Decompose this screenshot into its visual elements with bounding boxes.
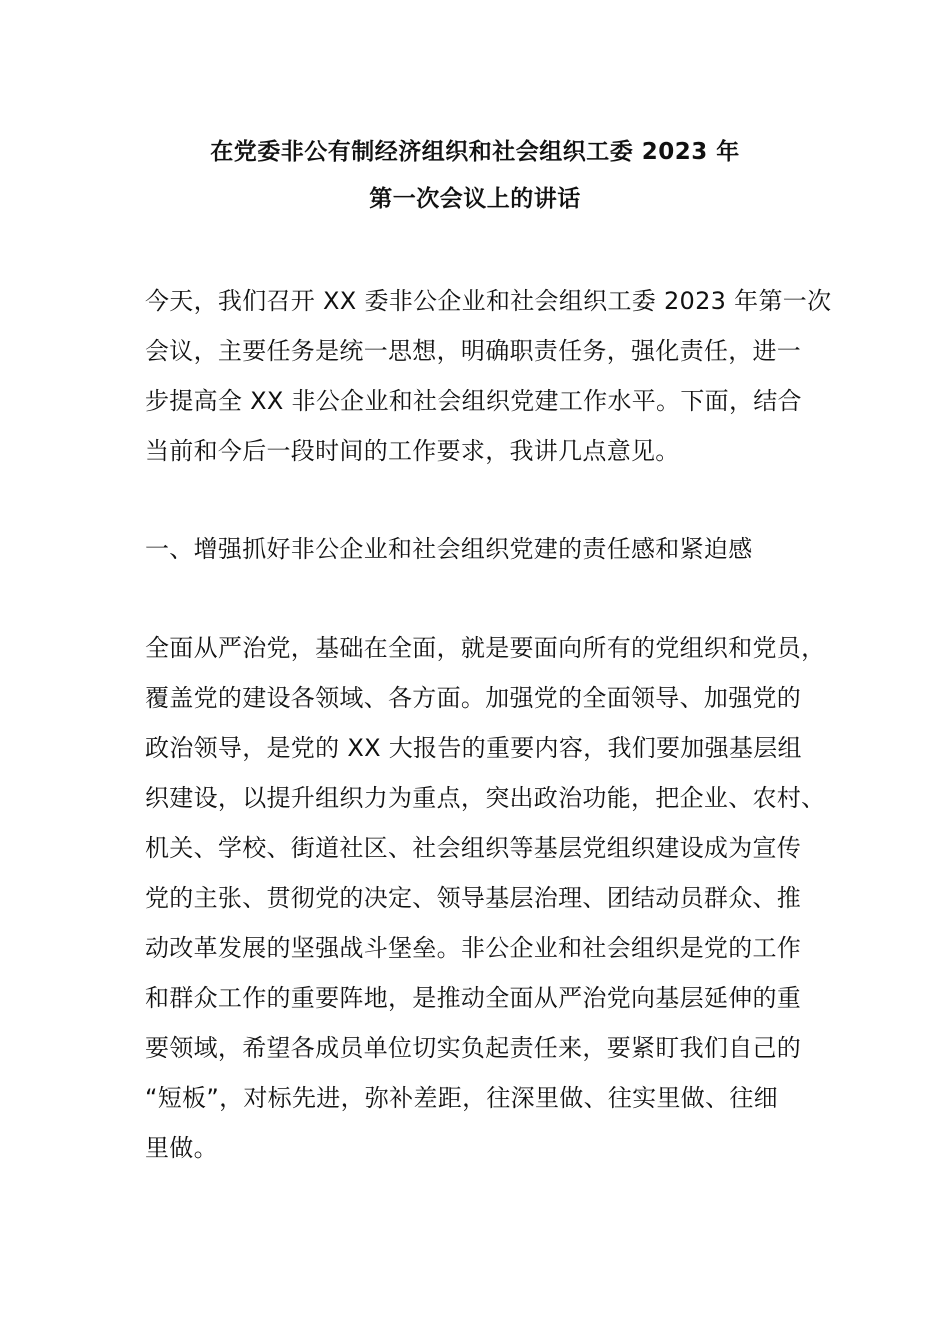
body-line: “短板”，对标先进，弥补差距，往深里做、往实里做、往细 — [145, 1084, 778, 1112]
body-line: 和群众工作的重要阵地，是推动全面从严治党向基层延伸的重 — [145, 984, 802, 1012]
intro-line: 当前和今后一段时间的工作要求，我讲几点意见。 — [145, 437, 680, 465]
body-line: 覆盖党的建设各领域、各方面。加强党的全面领导、加强党的 — [145, 684, 802, 712]
section-heading: 一、增强抓好非公企业和社会组织党建的责任感和紧迫感 — [145, 535, 753, 563]
body-line: 全面从严治党，基础在全面，就是要面向所有的党组织和党员， — [145, 634, 826, 662]
body-line: 织建设，以提升组织力为重点，突出政治功能，把企业、农村、 — [145, 784, 826, 812]
body-line: 党的主张、贯彻党的决定、领导基层治理、团结动员群众、推 — [145, 884, 802, 912]
body-line: 要领域，希望各成员单位切实负起责任来，要紧盯我们自己的 — [145, 1034, 802, 1062]
document-title-line-2: 第一次会议上的讲话 — [369, 186, 581, 212]
body-line: 机关、学校、街道社区、社会组织等基层党组织建设成为宣传 — [145, 834, 802, 862]
intro-line: 会议，主要任务是统一思想，明确职责任务，强化责任，进一 — [145, 337, 802, 365]
body-line: 动改革发展的坚强战斗堡垒。非公企业和社会组织是党的工作 — [145, 934, 802, 962]
document-title-line-1: 在党委非公有制经济组织和社会组织工委 2023 年 — [210, 139, 740, 165]
body-line: 政治领导，是党的 XX 大报告的重要内容，我们要加强基层组 — [145, 734, 802, 762]
body-line: 里做。 — [145, 1134, 218, 1162]
intro-line: 步提高全 XX 非公企业和社会组织党建工作水平。下面，结合 — [145, 387, 802, 415]
intro-line: 今天，我们召开 XX 委非公企业和社会组织工委 2023 年第一次 — [145, 287, 832, 315]
